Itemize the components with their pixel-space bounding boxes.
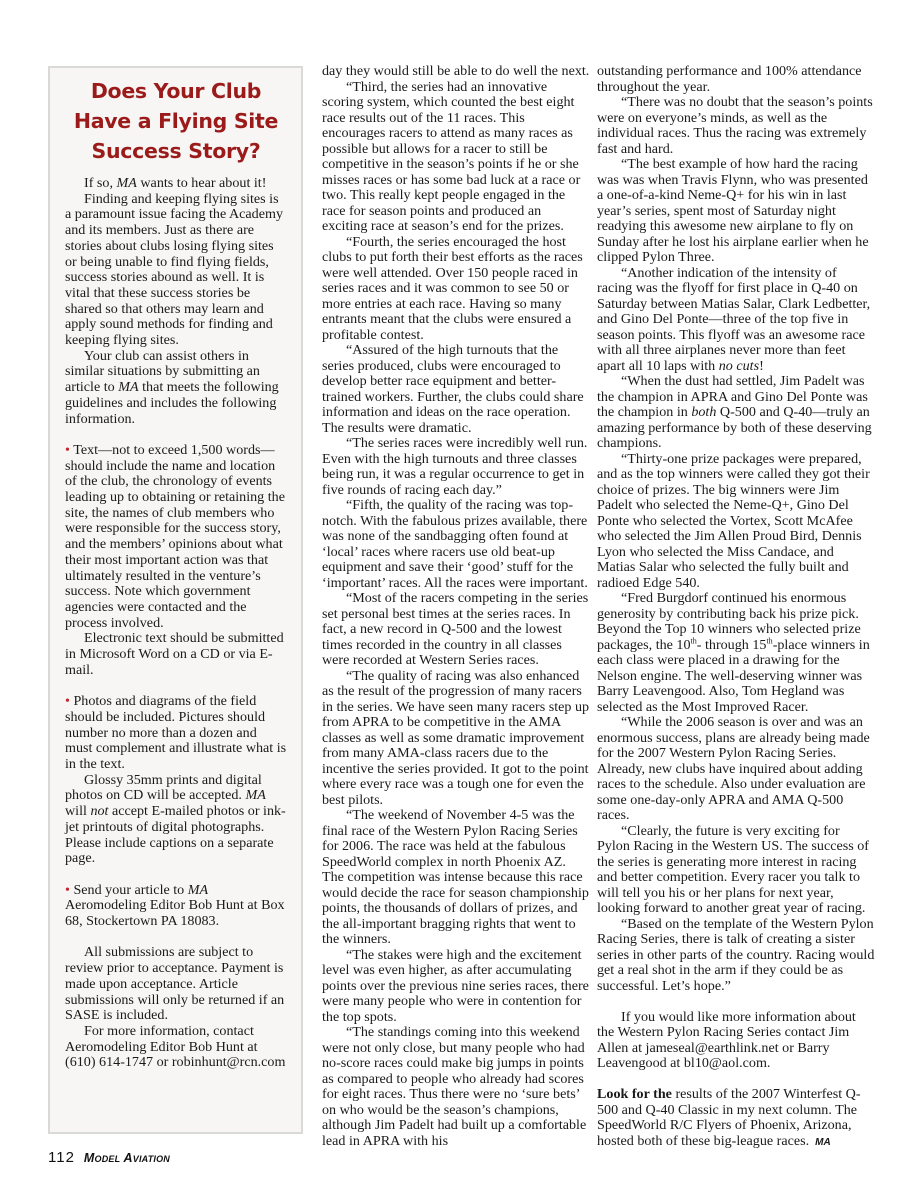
sidebar-paragraph: Finding and keeping flying sites is a paramount issue facing the Academy and its members. Just as there are stories about clubs losing flying sites or being unable to find flying fields, success stories abound as well. It is vital that these success stories be shared so that others may learn and apply sound methods for finding and keeping flying sites. (65, 190, 283, 349)
article-paragraph: “Clearly, the future is very exciting for Pylon Racing in the Western US. The success of the series is generating more interest in racing and better competition. Every racer you talk to will tell you his or her plans for next year, looking forward to another great year of racing. (597, 822, 869, 916)
bullet-icon: • (65, 441, 70, 458)
contact-paragraph: If you would like more information about the Western Pylon Racing Series contact Jim Allen at jameseal@earthlink.net or Barry Leavengood at bl10@aol.com. (597, 1008, 856, 1071)
next-column-note: Look for the results of the 2007 Winterfest Q-500 and Q-40 Classic in my next column. The SpeedWorld R/C Flyers of Phoenix, Arizona, hosted both of these big-league races. MA (597, 1086, 861, 1149)
article-paragraph: “Fourth, the series encouraged the host clubs to put forth their best efforts as the races were well attended. Over 150 people raced in series races and it was common to see 50 or more entries at each race. Having so many entrants meant that the clubs were ensured a profitable contest. (322, 233, 583, 343)
article-paragraph: “Third, the series had an innovative scoring system, which counted the best eight race results out of the 11 races. This encourages racers to attend as many races as possible but allows for a racer to still be competitive in the season’s points if he or she misses races or has some bad luck at a race or two. This really kept people engaged in the race for season points and produced an exciting race at season’s end for the prizes. (322, 78, 581, 234)
sidebar-paragraph: Your club can assist others in similar situations by submitting an article to MA that meets the following guidelines and includes the following information. (65, 347, 279, 427)
article-paragraph: “Assured of the high turnouts that the series produced, clubs were encouraged to develop better race equipment and better-trained workers. Further, the clubs could share information and ideas on the race operation. The results were dramatic. (322, 342, 584, 436)
sidebar-paragraph: If so, MA wants to hear about it! (84, 175, 267, 191)
article-paragraph: “The quality of racing was also enhanced as the result of the progression of many racers in the series. We have seen many racers step up from APRA to be competitive in the AMA classes as well as some dramatic improvement from many AMA-class racers due to the incentive the series provided. It got to the point where every race was a tough one for even the best pilots. (322, 667, 590, 808)
article-paragraph: “There was no doubt that the season’s points were on everyone’s minds, as well as the individual races. Thus the racing was extremely fast and hard. (597, 94, 873, 157)
article-paragraph: “Fred Burgdorf continued his enormous generosity by contributing back his prize pick. Beyond the Top 10 winners who selected prize packages, the 10th- through 15th-place winners in each class were placed in a drawing for the Nelson engine. The well-deserving winner was Barry Leavengood. Also, Tom Hegland was selected as the Most Improved Racer. (597, 590, 870, 715)
guideline-send: • Send your article to MA Aeromodeling Editor Bob Hunt at Box 68, Stockertown PA 18083. (65, 881, 285, 929)
article-paragraph: “When the dust had settled, Jim Padelt was the champion in APRA and Gino Del Ponte was the champion in both Q-500 and Q-40—truly an amazing performance by both of these deserving champions. (597, 373, 872, 451)
bullet-icon: • (65, 693, 70, 710)
article-paragraph: outstanding performance and 100% attendance throughout the year. (597, 63, 862, 95)
article-paragraph: “Most of the racers competing in the series set personal best times at the series races. In fact, a new record in Q-500 and the lowest times recorded in the country in all classes were recorded at Western Series races. (322, 590, 589, 668)
article-paragraph: day they would still be able to do well the next. (322, 63, 590, 79)
magazine-name: Model Aviation (83, 1151, 171, 1165)
page-footer (48, 1149, 170, 1166)
article-paragraph: “The stakes were high and the excitement level was even higher, as after accumulating points over the previous nine series races, there were many people who were in contention for the top spots. (322, 946, 589, 1025)
article-column-middle (322, 64, 590, 1149)
end-mark-logo: MA (815, 1136, 831, 1148)
article-paragraph: “While the 2006 season is over and was an enormous success, plans are already being made for the 2007 Western Pylon Racing Series. Already, new clubs have inquired about adding races to the schedule. Also under evaluation are some one-day-only APRA and AMA Q-500 races. (597, 714, 870, 823)
title-line: Does Your Club (90, 79, 262, 103)
sidebar-box (48, 66, 303, 1134)
guideline-photos: • Photos and diagrams of the field should be included. Pictures should number no more than a dozen and must complement and illustrate what is in the text. (65, 693, 287, 772)
article-paragraph: “Thirty-one prize packages were prepared, and as the top winners were called they got their choice of prizes. The big winners were Jim Padelt who selected the Neme-Q+, Gino Del Ponte who selected the Vortex, Scott McAfee who selected the Jim Allen Proud Bird, Dennis Lyon who selected the Miss Candace, and Matias Salar who selected the fully built and radioed Edge 540. (597, 450, 870, 591)
bullet-icon: • (65, 881, 70, 898)
title-line: Have a Flying Site (73, 109, 279, 133)
article-paragraph: “The series races were incredibly well run. Even with the high turnouts and three classes being run, it was a regular occurrence to get in five rounds of racing each day.” (322, 435, 588, 498)
sidebar-paragraph: All submissions are subject to review prior to acceptance. Payment is made upon acceptance. Article submissions will only be returned if an SASE is included. (65, 944, 285, 1024)
guideline-text: • Text—not to exceed 1,500 words—should include the name and location of the club, the chronology of events leading up to obtaining or retaining the site, the names of club members who were responsible for the success story, and the members’ opinions about what their most important action was that ultimately resulted in the venture’s success. Note which government agencies were contacted and the process involved. (65, 441, 285, 631)
article-paragraph: “The best example of how hard the racing was was when Travis Flynn, who was presented a one-of-a-kind Neme-Q+ for his win in last year’s series, spent most of Saturday night readying this awesome new airplane to fly on Sunday after he lost his airplane earlier when he clipped Pylon Three. (597, 156, 869, 265)
article-paragraph: “The weekend of November 4-5 was the final race of the Western Pylon Racing Series for 2006. The race was held at the fabulous SpeedWorld complex in north Phoenix AZ. The competition was intense because this race would decide the race for season championship points, the thousands of dollars of prizes, and the all-important bragging rights that went to the winners. (322, 807, 589, 947)
article-paragraph: “Fifth, the quality of the racing was top-notch. With the fabulous prizes available, there was none of the sandbagging often found at ‘local’ races where racers use old beat-up equipment and save their ‘good’ stuff for the ‘important’ races. All the races were important. (322, 497, 588, 591)
title-line: Success Story? (91, 139, 261, 163)
article-paragraph: “Another indication of the intensity of racing was the flyoff for first place in Q-40 on Saturday between Matias Salar, Clark Ledbetter, and Gino Del Ponte—three of the top five in season points. This flyoff was an awesome race with all three airplanes never more than feet apart all 10 laps with no cuts! (597, 264, 871, 374)
page-number: 112 (48, 1149, 75, 1166)
article-column-right (597, 64, 875, 1150)
sidebar-paragraph: Electronic text should be submitted in Microsoft Word on a CD or via E-mail. (65, 630, 284, 678)
article-paragraph: “Based on the template of the Western Pylon Racing Series, there is talk of creating a sister series in other parts of the country. Racing would get a real shot in the arm if they could be as successful. Let’s hope.” (597, 915, 875, 994)
sidebar-title (65, 76, 287, 166)
sidebar-paragraph: Glossy 35mm prints and digital photos on CD will be accepted. MA will not accept E-mailed photos or ink-jet printouts of digital photographs. Please include captions on a separate page. (65, 771, 286, 867)
article-paragraph: “The standings coming into this weekend were not only close, but many people who had no-score races could make big jumps in points as compared to people who already had scores for eight races. Thus there were no ‘sure bets’ on who would be the season’s champions, although Jim Padelt had built up a comfortable lead in APRA with his (322, 1024, 587, 1149)
contact-info: For more information, contact Aeromodeling Editor Bob Hunt at (610) 614-1747 or robinhunt@rcn.com (65, 1022, 286, 1071)
